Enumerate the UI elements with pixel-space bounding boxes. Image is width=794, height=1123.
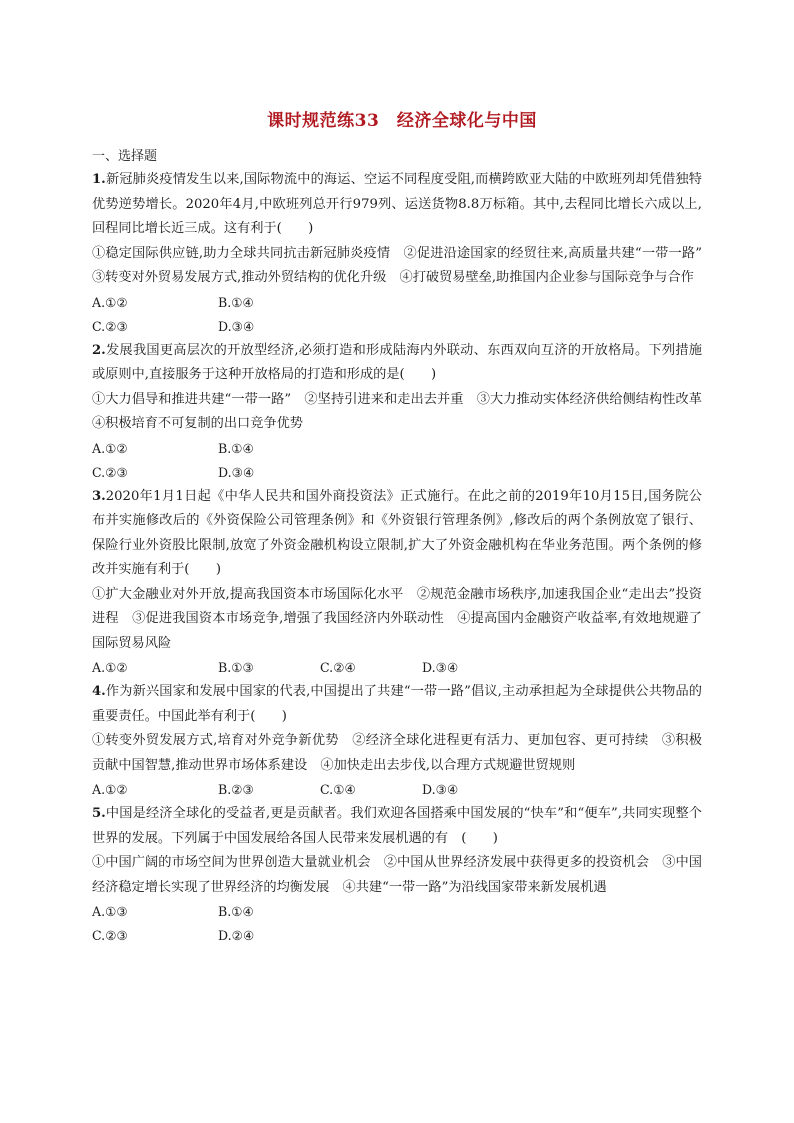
question-text: 发展我国更高层次的开放型经济,必须打造和形成陆海内外联动、东西双向互济的开放格局。下列措施或原则中,直接服务于这种开放格局的打造和形成的是( ) [92, 342, 702, 382]
choice-a[interactable]: A.①② [92, 782, 128, 797]
question-2 [92, 339, 716, 485]
choice-a[interactable]: A.①③ [92, 904, 128, 919]
question-text: 新冠肺炎疫情发生以来,国际物流中的海运、空运不同程度受阻,而横跨欧亚大陆的中欧班列却凭借独特优势逆势增长。2020年4月,中欧班列总开行979列、运送货物8.8万标箱。其中,去程同比增长六成以上,回程同比增长近三成。这有利于( ) [92, 172, 702, 236]
question-1 [92, 168, 716, 339]
choice-c[interactable]: C.②③ [92, 318, 128, 334]
choice-d[interactable]: D.③④ [422, 660, 459, 675]
question-text: 中国是经济全球化的受益者,更是贡献者。我们欢迎各国搭乘中国发展的“快车”和“便车”,共同实现整个世界的发展。下列属于中国发展给各国人民带来发展机遇的有 ( ) [92, 806, 702, 846]
choice-b[interactable]: B.①④ [218, 904, 254, 919]
answer-choices [92, 656, 702, 680]
question-stem [92, 680, 702, 729]
answer-choices [92, 778, 702, 802]
question-3 [92, 485, 702, 681]
choice-c[interactable]: C.①④ [320, 782, 356, 797]
question-4 [92, 680, 702, 802]
choice-b[interactable]: B.①④ [218, 440, 254, 456]
question-statements: ①转变外贸发展方式,培育对外竞争新优势 ②经济全球化进程更有活力、更加包容、更可持续 ③积极贡献中国智慧,推动世界市场体系建设 ④加快走出去步伐,以合理方式规避世贸规则 [92, 733, 702, 773]
question-text: 作为新兴国家和发展中国家的代表,中国提出了共建“一带一路”倡议,主动承担起为全球提供公共物品的重要责任。中国此举有利于( ) [92, 684, 702, 724]
choice-b[interactable]: B.①④ [218, 294, 254, 310]
question-text: 2020年1月1日起《中华人民共和国外商投资法》正式施行。在此之前的2019年10月15日,国务院公布并实施修改后的《外资保险公司管理条例》和《外资银行管理条例》,修改后的两个条例放宽了银行、保险行业外资股比限制,放宽了外资金融机构设立限制,扩大了外资金融机构在华业务范围。两个条例的修改并实施有利于( ) [92, 488, 702, 577]
question-stem [92, 802, 702, 851]
choice-a[interactable]: A.①② [92, 440, 128, 456]
page-title: 课时规范练33 经济全球化与中国 [267, 111, 537, 131]
choice-a[interactable]: A.①② [92, 294, 128, 310]
question-statements: ①稳定国际供应链,助力全球共同抗击新冠肺炎疫情 ②促进沿途国家的经贸往来,高质量共建“一带一路” ③转变对外贸易发展方式,推动外贸结构的优化升级 ④打破贸易壁垒,助推国内企业参与国际竞争与合作 [92, 245, 716, 285]
question-statements: ①中国广阔的市场空间为世界创造大量就业机会 ②中国从世界经济发展中获得更多的投资机会 ③中国经济稳定增长实现了世界经济的均衡发展 ④共建“一带一路”为沿线国家带来新发展机遇 [92, 855, 702, 895]
choice-d[interactable]: D.③④ [218, 318, 255, 334]
question-number: 2. [92, 342, 106, 358]
choice-c[interactable]: C.②④ [320, 660, 356, 675]
answer-choices [92, 437, 702, 485]
question-number: 4. [92, 684, 106, 699]
question-statements: ①大力倡导和推进共建“一带一路” ②坚持引进来和走出去并重 ③大力推动实体经济供给侧结构性改革 ④积极培育不可复制的出口竞争优势 [92, 391, 716, 431]
choice-d[interactable]: D.②④ [218, 928, 255, 943]
choice-b[interactable]: B.②③ [218, 782, 254, 797]
answer-choices [92, 900, 702, 948]
choice-d[interactable]: D.③④ [422, 782, 459, 797]
choice-c[interactable]: C.②③ [92, 928, 128, 943]
question-stem [92, 485, 702, 583]
answer-choices [92, 291, 702, 339]
question-stem [92, 339, 702, 388]
question-number: 1. [92, 172, 106, 187]
question-statements: ①扩大金融业对外开放,提高我国资本市场国际化水平 ②规范金融市场秩序,加速我国企业“走出去”投资进程 ③促进我国资本市场竞争,增强了我国经济内外联动性 ④提高国内金融资产收益率,有效地规避了国际贸易风险 [92, 586, 702, 651]
choice-c[interactable]: C.②③ [92, 464, 128, 480]
question-5 [92, 802, 702, 948]
question-number: 5. [92, 806, 106, 821]
question-number: 3. [92, 488, 106, 504]
choice-b[interactable]: B.①③ [218, 660, 254, 675]
choice-d[interactable]: D.③④ [218, 464, 255, 480]
choice-a[interactable]: A.①② [92, 660, 128, 675]
question-stem [92, 168, 702, 242]
section-heading: 一、选择题 [92, 149, 158, 164]
exercise-page [92, 106, 716, 948]
